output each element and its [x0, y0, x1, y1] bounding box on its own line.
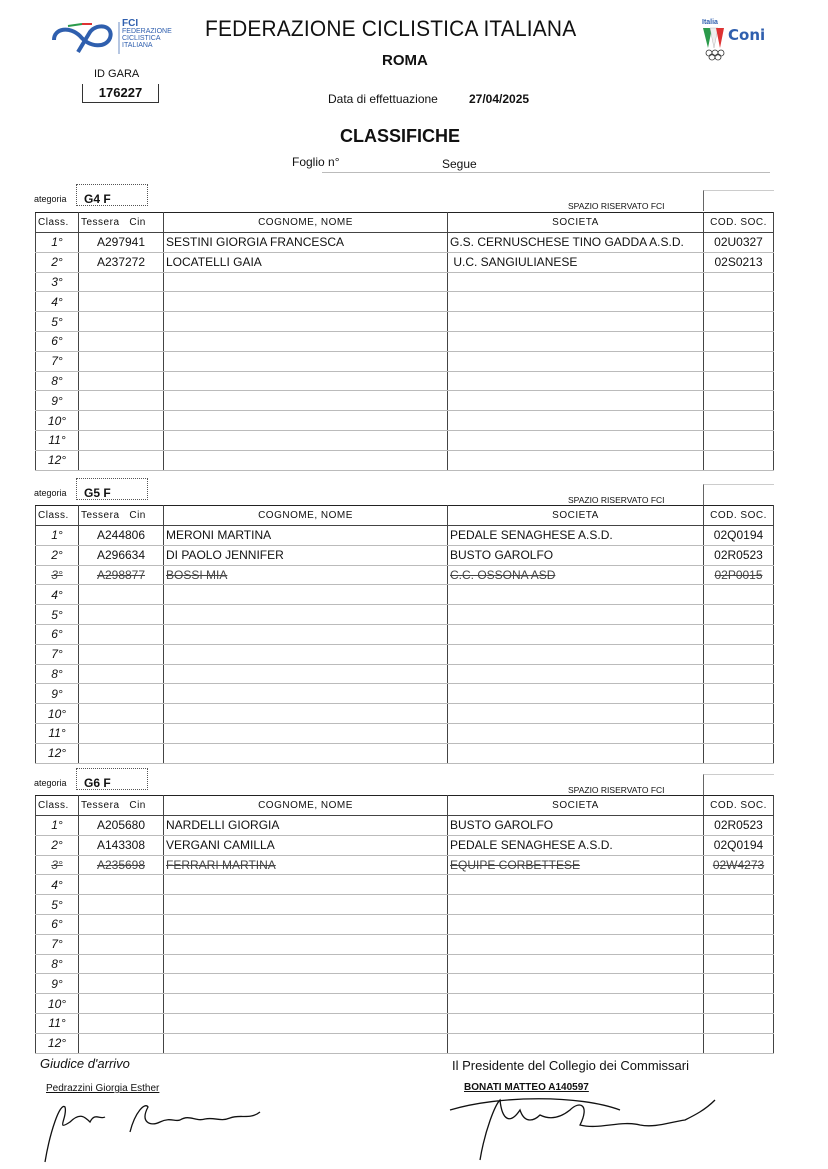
societa: U.C. SANGIULIANESE	[448, 252, 704, 272]
table-row	[36, 391, 774, 411]
tessera: A205680	[79, 816, 164, 836]
cod-soc	[704, 331, 774, 351]
cod-soc: 02S0213	[704, 252, 774, 272]
table-header	[36, 506, 774, 526]
societa	[448, 411, 704, 431]
tessera: A244806	[79, 526, 164, 546]
athlete-name	[164, 605, 448, 625]
cod-soc	[704, 312, 774, 332]
societa	[448, 272, 704, 292]
societa	[448, 934, 704, 954]
athlete-name	[164, 664, 448, 684]
tessera	[79, 585, 164, 605]
table-row	[36, 895, 774, 915]
category-label: ategoria	[34, 488, 67, 498]
societa	[448, 954, 704, 974]
presidente-name: BONATI MATTEO A140597	[464, 1082, 589, 1093]
societa	[448, 331, 704, 351]
athlete-name	[164, 644, 448, 664]
tessera	[79, 411, 164, 431]
table-header	[36, 213, 774, 233]
foglio-label: Foglio n°	[292, 155, 340, 169]
athlete-name	[164, 411, 448, 431]
svg-text:Italia: Italia	[702, 19, 718, 26]
spazio-riservato-box	[703, 484, 774, 505]
tessera	[79, 684, 164, 704]
athlete-name	[164, 312, 448, 332]
athlete-name	[164, 430, 448, 450]
col-societa: SOCIETA	[448, 796, 704, 816]
position: 5°	[36, 312, 79, 332]
athlete-name	[164, 1013, 448, 1033]
cod-soc	[704, 371, 774, 391]
cod-soc	[704, 1033, 774, 1053]
col-name: COGNOME, NOME	[164, 213, 448, 233]
athlete-name: FERRARI MARTINA	[164, 855, 448, 875]
classification-table	[35, 505, 774, 764]
position: 10°	[36, 994, 79, 1014]
table-row	[36, 233, 774, 253]
tessera	[79, 934, 164, 954]
cod-soc	[704, 895, 774, 915]
spazio-riservato-label: SPAZIO RISERVATO FCI	[568, 201, 665, 211]
position: 6°	[36, 331, 79, 351]
societa	[448, 704, 704, 724]
position: 3°	[36, 855, 79, 875]
athlete-name: VERGANI CAMILLA	[164, 835, 448, 855]
cod-soc	[704, 292, 774, 312]
tessera	[79, 430, 164, 450]
cod-soc: 02R0523	[704, 545, 774, 565]
cod-soc: 02Q0194	[704, 526, 774, 546]
cod-soc	[704, 644, 774, 664]
cod-soc	[704, 974, 774, 994]
cod-soc: 02Q0194	[704, 835, 774, 855]
col-cin: Cin	[129, 217, 146, 228]
position: 9°	[36, 684, 79, 704]
tessera	[79, 723, 164, 743]
societa	[448, 450, 704, 470]
societa	[448, 1013, 704, 1033]
position: 9°	[36, 391, 79, 411]
table-row	[36, 545, 774, 565]
position: 4°	[36, 585, 79, 605]
cod-soc	[704, 934, 774, 954]
table-row	[36, 743, 774, 763]
table-row	[36, 411, 774, 431]
classification-table	[35, 795, 774, 1054]
tessera: A296634	[79, 545, 164, 565]
table-row	[36, 1013, 774, 1033]
societa	[448, 684, 704, 704]
col-name: COGNOME, NOME	[164, 796, 448, 816]
tessera	[79, 875, 164, 895]
table-row	[36, 565, 774, 585]
table-row	[36, 994, 774, 1014]
position: 2°	[36, 835, 79, 855]
cod-soc	[704, 351, 774, 371]
societa	[448, 723, 704, 743]
athlete-name	[164, 954, 448, 974]
table-row	[36, 835, 774, 855]
position: 4°	[36, 292, 79, 312]
federation-title: FEDERAZIONE CICLISTICA ITALIANA	[205, 16, 577, 41]
table-row	[36, 624, 774, 644]
category-value: G4 F	[76, 184, 148, 206]
tessera	[79, 272, 164, 292]
col-societa: SOCIETA	[448, 213, 704, 233]
cod-soc	[704, 272, 774, 292]
col-societa: SOCIETA	[448, 506, 704, 526]
athlete-name: BOSSI MIA	[164, 565, 448, 585]
table-row	[36, 644, 774, 664]
tessera	[79, 371, 164, 391]
table-row	[36, 914, 774, 934]
cod-soc	[704, 605, 774, 625]
position: 11°	[36, 430, 79, 450]
tessera	[79, 954, 164, 974]
tessera	[79, 331, 164, 351]
societa	[448, 624, 704, 644]
position: 1°	[36, 816, 79, 836]
position: 12°	[36, 1033, 79, 1053]
position: 6°	[36, 914, 79, 934]
athlete-name	[164, 585, 448, 605]
table-row	[36, 934, 774, 954]
athlete-name	[164, 994, 448, 1014]
cod-soc: 02P0015	[704, 565, 774, 585]
tessera: A235698	[79, 855, 164, 875]
city: ROMA	[382, 52, 428, 69]
position: 1°	[36, 233, 79, 253]
societa	[448, 292, 704, 312]
cod-soc	[704, 684, 774, 704]
athlete-name	[164, 331, 448, 351]
col-cin: Cin	[129, 800, 146, 811]
tessera	[79, 1033, 164, 1053]
spazio-riservato-box	[703, 774, 774, 795]
societa	[448, 974, 704, 994]
col-class: Class.	[36, 796, 79, 816]
table-row	[36, 430, 774, 450]
cod-soc	[704, 1013, 774, 1033]
category-value: G5 F	[76, 478, 148, 500]
tessera: A143308	[79, 835, 164, 855]
position: 8°	[36, 664, 79, 684]
classification-table	[35, 212, 774, 471]
position: 6°	[36, 624, 79, 644]
athlete-name	[164, 391, 448, 411]
tessera	[79, 391, 164, 411]
position: 10°	[36, 411, 79, 431]
position: 8°	[36, 954, 79, 974]
cod-soc	[704, 624, 774, 644]
table-row	[36, 272, 774, 292]
tessera	[79, 914, 164, 934]
tessera	[79, 664, 164, 684]
athlete-name	[164, 272, 448, 292]
table-row	[36, 1033, 774, 1053]
giudice-name: Pedrazzini Giorgia Esther	[46, 1083, 160, 1094]
tessera	[79, 292, 164, 312]
societa	[448, 312, 704, 332]
cod-soc	[704, 411, 774, 431]
societa	[448, 351, 704, 371]
table-row	[36, 684, 774, 704]
athlete-name	[164, 723, 448, 743]
position: 9°	[36, 974, 79, 994]
tessera	[79, 644, 164, 664]
col-cod: COD. SOC.	[704, 796, 774, 816]
cod-soc	[704, 743, 774, 763]
societa: EQUIPE CORBETTESE	[448, 855, 704, 875]
table-row	[36, 605, 774, 625]
col-class: Class.	[36, 506, 79, 526]
cod-soc	[704, 994, 774, 1014]
societa: PEDALE SENAGHESE A.S.D.	[448, 835, 704, 855]
tessera	[79, 974, 164, 994]
table-row	[36, 875, 774, 895]
societa: BUSTO GAROLFO	[448, 545, 704, 565]
cod-soc	[704, 954, 774, 974]
category-label: ategoria	[34, 778, 67, 788]
table-row	[36, 585, 774, 605]
athlete-name: MERONI MARTINA	[164, 526, 448, 546]
fci-logo-text: FCI FEDERAZIONE CICLISTICA ITALIANA	[122, 18, 172, 49]
position: 3°	[36, 272, 79, 292]
giudice-label: Giudice d'arrivo	[40, 1056, 130, 1071]
table-row	[36, 312, 774, 332]
id-gara-label: ID GARA	[94, 68, 140, 80]
position: 4°	[36, 875, 79, 895]
tessera	[79, 312, 164, 332]
societa	[448, 875, 704, 895]
cod-soc: 02W4273	[704, 855, 774, 875]
societa: PEDALE SENAGHESE A.S.D.	[448, 526, 704, 546]
tessera	[79, 624, 164, 644]
spazio-riservato-label: SPAZIO RISERVATO FCI	[568, 495, 665, 505]
tessera	[79, 605, 164, 625]
societa: G.S. CERNUSCHESE TINO GADDA A.S.D.	[448, 233, 704, 253]
col-class: Class.	[36, 213, 79, 233]
athlete-name	[164, 875, 448, 895]
table-row	[36, 974, 774, 994]
cod-soc	[704, 914, 774, 934]
col-name: COGNOME, NOME	[164, 506, 448, 526]
societa: BUSTO GAROLFO	[448, 816, 704, 836]
position: 3°	[36, 565, 79, 585]
societa	[448, 914, 704, 934]
societa	[448, 644, 704, 664]
tessera: A237272	[79, 252, 164, 272]
position: 1°	[36, 526, 79, 546]
col-tessera: Tessera Cin	[79, 506, 164, 526]
athlete-name: SESTINI GIORGIA FRANCESCA	[164, 233, 448, 253]
tessera	[79, 1013, 164, 1033]
position: 2°	[36, 252, 79, 272]
athlete-name	[164, 450, 448, 470]
tessera	[79, 351, 164, 371]
societa: C.C. OSSONA ASD	[448, 565, 704, 585]
position: 7°	[36, 934, 79, 954]
cod-soc	[704, 664, 774, 684]
position: 5°	[36, 605, 79, 625]
societa	[448, 605, 704, 625]
table-row	[36, 371, 774, 391]
cod-soc	[704, 704, 774, 724]
societa	[448, 664, 704, 684]
table-row	[36, 331, 774, 351]
cod-soc: 02U0327	[704, 233, 774, 253]
date-value: 27/04/2025	[469, 92, 530, 106]
societa	[448, 391, 704, 411]
tessera: A297941	[79, 233, 164, 253]
athlete-name	[164, 292, 448, 312]
societa	[448, 430, 704, 450]
table-header	[36, 796, 774, 816]
segue-label: Segue	[442, 157, 477, 171]
table-row	[36, 954, 774, 974]
table-row	[36, 252, 774, 272]
position: 12°	[36, 743, 79, 763]
position: 10°	[36, 704, 79, 724]
athlete-name	[164, 895, 448, 915]
tessera	[79, 895, 164, 915]
cod-soc	[704, 430, 774, 450]
position: 11°	[36, 723, 79, 743]
athlete-name: DI PAOLO JENNIFER	[164, 545, 448, 565]
giudice-signature	[30, 1092, 280, 1167]
societa	[448, 371, 704, 391]
societa	[448, 1033, 704, 1053]
position: 11°	[36, 1013, 79, 1033]
tessera: A298877	[79, 565, 164, 585]
athlete-name	[164, 934, 448, 954]
societa	[448, 994, 704, 1014]
coni-logo	[700, 16, 780, 62]
position: 8°	[36, 371, 79, 391]
presidente-signature	[440, 1090, 740, 1165]
athlete-name	[164, 624, 448, 644]
spazio-riservato-box	[703, 190, 774, 211]
athlete-name	[164, 371, 448, 391]
tessera	[79, 994, 164, 1014]
category-value: G6 F	[76, 768, 148, 790]
position: 7°	[36, 644, 79, 664]
athlete-name	[164, 684, 448, 704]
cod-soc	[704, 391, 774, 411]
divider	[322, 172, 770, 173]
societa	[448, 585, 704, 605]
table-row	[36, 292, 774, 312]
col-cin: Cin	[129, 510, 146, 521]
col-tessera: Tessera Cin	[79, 796, 164, 816]
svg-text:Coni: Coni	[728, 26, 766, 44]
athlete-name	[164, 914, 448, 934]
table-row	[36, 855, 774, 875]
athlete-name: LOCATELLI GAIA	[164, 252, 448, 272]
table-row	[36, 704, 774, 724]
table-row	[36, 450, 774, 470]
cod-soc	[704, 723, 774, 743]
cod-soc	[704, 585, 774, 605]
table-row	[36, 526, 774, 546]
category-label: ategoria	[34, 194, 67, 204]
athlete-name	[164, 743, 448, 763]
col-cod: COD. SOC.	[704, 506, 774, 526]
cod-soc: 02R0523	[704, 816, 774, 836]
position: 7°	[36, 351, 79, 371]
athlete-name	[164, 974, 448, 994]
position: 5°	[36, 895, 79, 915]
date-label: Data di effettuazione	[328, 92, 438, 106]
table-row	[36, 816, 774, 836]
athlete-name	[164, 704, 448, 724]
societa	[448, 895, 704, 915]
athlete-name: NARDELLI GIORGIA	[164, 816, 448, 836]
tessera	[79, 743, 164, 763]
athlete-name	[164, 351, 448, 371]
position: 12°	[36, 450, 79, 470]
position: 2°	[36, 545, 79, 565]
section-title: CLASSIFICHE	[340, 126, 461, 146]
spazio-riservato-label: SPAZIO RISERVATO FCI	[568, 785, 665, 795]
tessera	[79, 450, 164, 470]
table-row	[36, 723, 774, 743]
presidente-label: Il Presidente del Collegio dei Commissari	[452, 1058, 689, 1073]
col-cod: COD. SOC.	[704, 213, 774, 233]
cod-soc	[704, 875, 774, 895]
tessera	[79, 704, 164, 724]
table-row	[36, 351, 774, 371]
col-tessera: Tessera Cin	[79, 213, 164, 233]
cod-soc	[704, 450, 774, 470]
table-row	[36, 664, 774, 684]
athlete-name	[164, 1033, 448, 1053]
id-gara-value: 176227	[82, 84, 159, 103]
societa	[448, 743, 704, 763]
